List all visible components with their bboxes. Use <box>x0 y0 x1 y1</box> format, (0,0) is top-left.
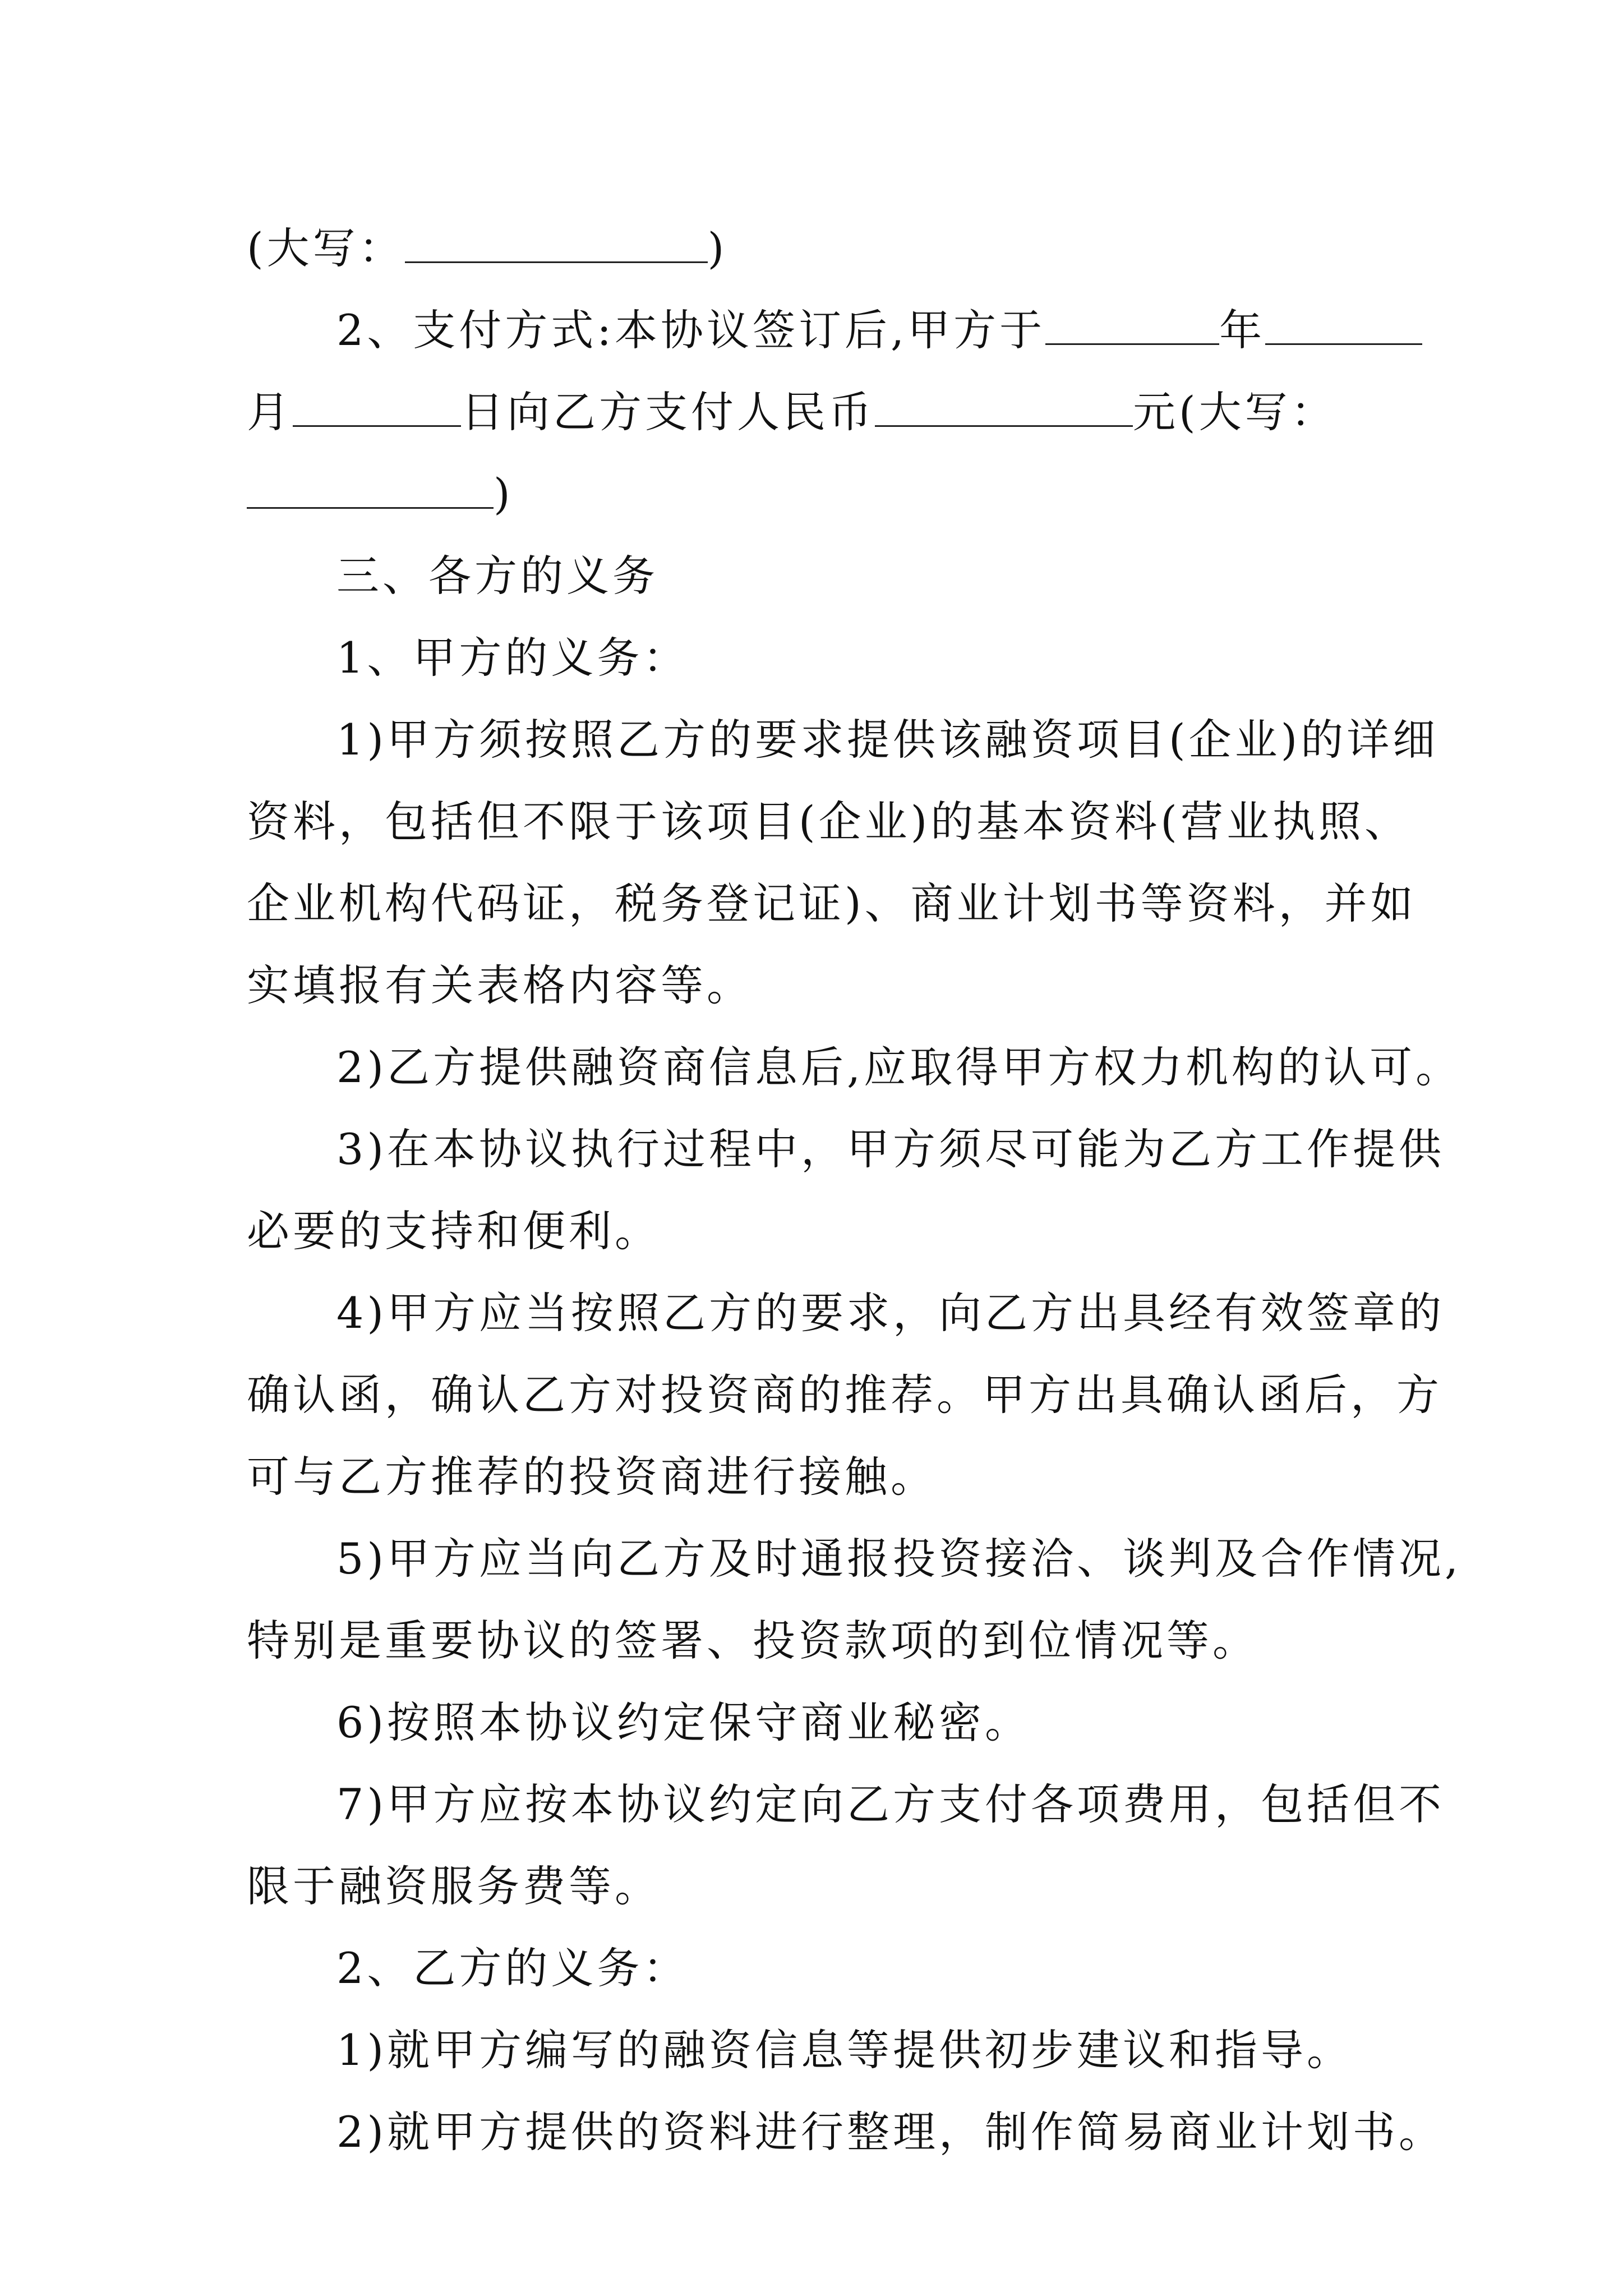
a7-line-1: 7)甲方应按本协议约定向乙方支付各项费用，包括但不 <box>336 1779 1445 1829</box>
section-3-heading: 三、各方的义务 <box>336 551 658 601</box>
payment-method-line-3 <box>247 453 1391 535</box>
b2-line: 2)就甲方提供的资料进行整理，制作简易商业计划书。 <box>336 2107 1445 2157</box>
payment-words-close: ) <box>494 469 514 519</box>
a3-line-2: 必要的支持和便利。 <box>247 1206 661 1256</box>
payment-amount-blank <box>875 386 1133 427</box>
payment-method-line-1 <box>247 289 1391 371</box>
party-a-obligations-heading: 1、甲方的义务： <box>336 633 689 683</box>
a5-line-2: 特别是重要协议的签署、投资款项的到位情况等。 <box>247 1616 1258 1665</box>
a6-line: 6)按照本协议约定保守商业秘密。 <box>336 1697 1031 1747</box>
payment-day-text: 日向乙方支付人民币 <box>461 387 875 437</box>
payment-month-label: 月 <box>247 387 293 437</box>
party-b-obligations-heading: 2、乙方的义务： <box>336 1943 689 1993</box>
a4-line-2: 确认函，确认乙方对投资商的推荐。甲方出具确认函后，方 <box>247 1370 1442 1420</box>
payment-method-text: 2、支付方式:本协议签订后,甲方于 <box>336 305 1046 355</box>
payment-day-blank <box>293 386 461 427</box>
a7-line-2: 限于融资服务费等。 <box>247 1861 661 1911</box>
payment-year-label: 年 <box>1219 305 1266 355</box>
payment-month-blank <box>1265 304 1422 345</box>
payment-yuan-label: 元(大写： <box>1133 387 1337 437</box>
b1-line: 1)就甲方编写的融资信息等提供初步建议和指导。 <box>336 2025 1353 2075</box>
a1-line-3: 企业机构代码证，税务登记证)、商业计划书等资料，并如 <box>247 878 1417 928</box>
a4-line-3: 可与乙方推荐的投资商进行接触。 <box>247 1452 937 1502</box>
a1-line-2: 资料，包括但不限于该项目(企业)的基本资料(营业执照、 <box>247 797 1410 846</box>
amount-in-words-close: ) <box>707 223 728 273</box>
a2-line: 2)乙方提供融资商信息后,应取得甲方权力机构的认可。 <box>336 1042 1462 1092</box>
amount-in-words-blank <box>405 222 708 263</box>
payment-method-line-2 <box>247 371 1391 453</box>
payment-year-blank <box>1045 304 1219 345</box>
a3-line-1: 3)在本协议执行过程中，甲方须尽可能为乙方工作提供 <box>336 1124 1445 1174</box>
a5-line-1: 5)甲方应当向乙方及时通报投资接洽、谈判及合作情况, <box>336 1534 1462 1584</box>
amount-in-words-label: (大写： <box>247 223 405 273</box>
amount-in-words-line <box>247 208 1391 289</box>
a1-line-1: 1)甲方须按照乙方的要求提供该融资项目(企业)的详细 <box>336 715 1439 765</box>
payment-words-blank <box>247 468 494 509</box>
a4-line-1: 4)甲方应当按照乙方的要求，向乙方出具经有效签章的 <box>336 1288 1445 1338</box>
document-body <box>247 208 1462 2173</box>
a1-line-4: 实填报有关表格内容等。 <box>247 960 753 1010</box>
